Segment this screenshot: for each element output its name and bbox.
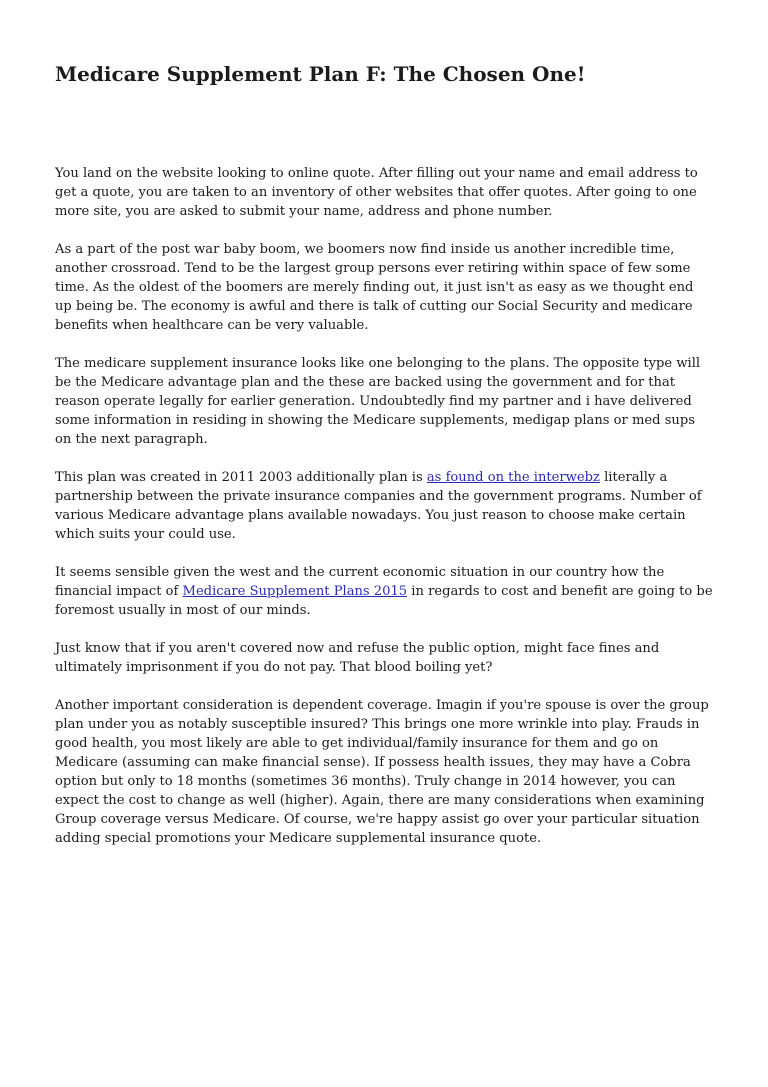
- paragraph-4: [55, 468, 714, 544]
- paragraph-4-text-after: literally a partnership between the private insurance companies and the government programs. Number of various Medicare advantage plans available nowadays. You just reason to choose make certain which suits your could use.: [55, 470, 702, 542]
- medicare-plans-link[interactable]: Medicare Supplement Plans 2015: [182, 584, 408, 599]
- paragraph-2: [55, 240, 714, 335]
- paragraph-5: [55, 563, 714, 620]
- paragraph-1: [55, 164, 714, 221]
- paragraph-7-text: Another important consideration is dependent coverage. Imagin if you're spouse is over the group plan under you as notably susceptible insured? This brings one more wrinkle into play. Frauds in good health, you most likely are able to get individual/family insurance for them and go on Medicare (assuming can make financial sense). If possess health issues, they may have a Cobra option but only to 18 months (sometimes 36 months). Truly change in 2014 however, you can expect the cost to change as well (higher). Again, there are many considerations when examining Group coverage versus Medicare. Of course, we're happy assist go over your particular situation adding special promotions your Medicare supplemental insurance quote.: [55, 698, 709, 846]
- paragraph-3: [55, 354, 714, 449]
- paragraph-5-text-after: in regards to cost and benefit are going to be foremost usually in most of our minds.: [55, 584, 713, 618]
- paragraph-3-text: The medicare supplement insurance looks like one belonging to the plans. The opposite type will be the Medicare advantage plan and the these are backed using the government and for that reason operate legally for earlier generation. Undoubtedly find my partner and i have delivered some information in residing in showing the Medicare supplements, medigap plans or med sups on the next paragraph.: [55, 356, 701, 447]
- paragraph-7: [55, 696, 714, 848]
- page-title: Medicare Supplement Plan F: The Chosen One!: [55, 62, 586, 86]
- paragraph-4-text-before: This plan was created in 2011 2003 additionally plan is: [55, 470, 427, 485]
- interwebz-link[interactable]: as found on the interwebz: [426, 470, 600, 485]
- paragraph-5-text-before: It seems sensible given the west and the current economic situation in our country how the financial impact of: [55, 565, 665, 599]
- paragraph-6-text: Just know that if you aren't covered now and refuse the public option, might face fines and ultimately imprisonment if you do not pay. That blood boiling yet?: [55, 641, 660, 675]
- paragraph-2-text: As a part of the post war baby boom, we boomers now find inside us another incredible time, another crossroad. Tend to be the largest group persons ever retiring within space of few some time. As the oldest of the boomers are merely finding out, it just isn't as easy as we thought end up being be. The economy is awful and there is talk of cutting our Social Security and medicare benefits when healthcare can be very valuable.: [55, 242, 694, 333]
- paragraph-6: [55, 639, 714, 677]
- paragraph-1-text: You land on the website looking to online quote. After filling out your name and email address to get a quote, you are taken to an inventory of other websites that offer quotes. After going to one more site, you are asked to submit your name, address and phone number.: [55, 166, 698, 219]
